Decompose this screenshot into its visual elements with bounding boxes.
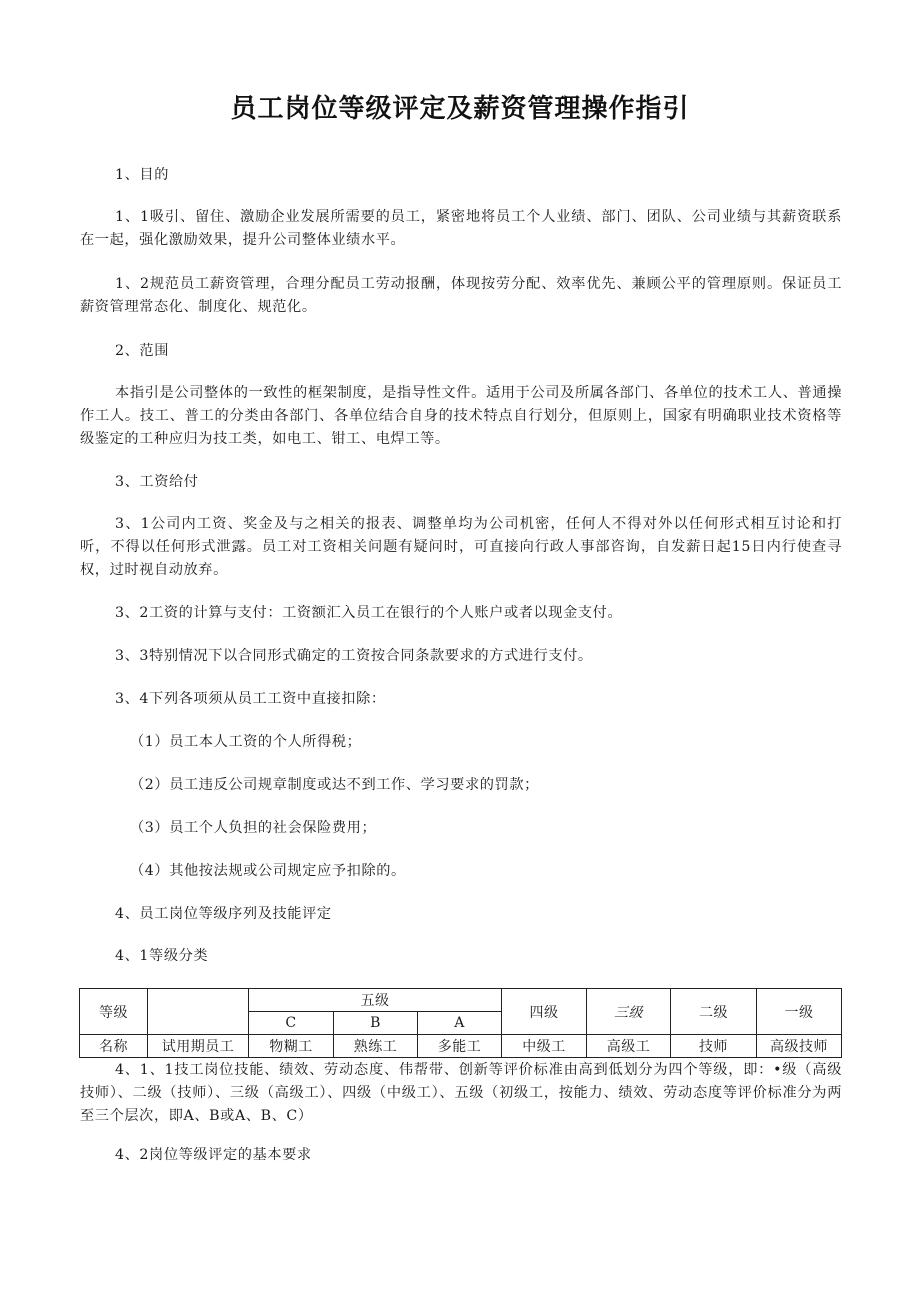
level5-header: 五级 [249, 989, 502, 1012]
section-1-heading: 1、目的 [115, 167, 169, 183]
sublevel-b: B [334, 1012, 418, 1035]
paragraph-3-2: 3、2工资的计算与支付：工资额汇入员工在银行的个人账户或者以现金支付。 [115, 605, 623, 621]
table-cell: 多能工 [418, 1035, 502, 1058]
table-row [80, 989, 842, 1012]
paragraph-1-2: 1、2规范员工薪资管理，合理分配员工劳动报酬，体现按劳分配、效率优先、兼顾公平的管理原则。保证员工薪资管理常态化、制度化、规范化。 [80, 276, 842, 315]
paragraph-4-1-1: 4、1、1技工岗位技能、绩效、劳动态度、伟帮带、创新等评价标准由高到低划分为四个等级，即：•级（高级技师）、二级（技师）、三级（高级工）、四级（中级工）、五级（初级工，按能力、绩效、劳动态度等评价标准分为两至三个层次，即A、B或A、B、C） [80, 1062, 842, 1124]
sublevel-c: C [249, 1012, 334, 1035]
deduction-item: （3）员工个人负担的社会保险费用； [130, 820, 377, 836]
name-label-cell: 名称 [80, 1035, 148, 1058]
table-cell: 试用期员工 [148, 1035, 249, 1058]
level2-header: 二级 [671, 989, 757, 1035]
table-cell: 高级技师 [757, 1035, 842, 1058]
level1-header: 一级 [757, 989, 842, 1035]
deduction-item: （4）其他按法规或公司规定应予扣除的。 [130, 863, 406, 879]
paragraph-3-4: 3、4下列各项须从员工工资中直接扣除： [115, 691, 386, 707]
grade-classification-table [79, 988, 842, 1058]
table-cell: 物糊工 [249, 1035, 334, 1058]
table-cell: 熟练工 [334, 1035, 418, 1058]
document-title: 员工岗位等级评定及薪资管理操作指引 [230, 94, 690, 124]
paragraph-1-1: 1、1吸引、留住、激励企业发展所需要的员工，紧密地将员工个人业绩、部门、团队、公司业绩与其薪资联系在一起，强化激励效果，提升公司整体业绩水平。 [80, 209, 842, 248]
paragraph-4-1: 4、1等级分类 [115, 948, 209, 964]
sublevel-a: A [418, 1012, 502, 1035]
table-row [80, 1035, 842, 1058]
deduction-item: （2）员工违反公司规章制度或达不到工作、学习要求的罚款； [130, 777, 539, 793]
table-cell: 技师 [671, 1035, 757, 1058]
paragraph-3-1: 3、1公司内工资、奖金及与之相关的报表、调整单均为公司机密，任何人不得对外以任何形式相互讨论和打听，不得以任何形式泄露。员工对工资相关问题有疑问时，可直接向行政人事部咨询，自发薪日起15日内行使查寻权，过时视自动放弃。 [80, 516, 842, 578]
section-2-heading: 2、范围 [115, 343, 169, 359]
section-3-heading: 3、工资给付 [115, 474, 199, 490]
table-cell: 高级工 [587, 1035, 671, 1058]
paragraph-3-3: 3、3特别情况下以合同形式确定的工资按合同条款要求的方式进行支付。 [115, 648, 593, 664]
level3-header: 三级 [587, 989, 671, 1035]
paragraph-4-2: 4、2岗位等级评定的基本要求 [115, 1147, 312, 1163]
paragraph-2-body: 本指引是公司整体的一致性的框架制度，是指导性文件。适用于公司及所属各部门、各单位的技术工人、普通操作工人。技工、普工的分类由各部门、各单位结合自身的技术特点自行划分，但原则上，国家有明确职业技术资格等级鉴定的工种应归为技工类，如电工、钳工、电焊工等。 [80, 385, 842, 447]
empty-cell [148, 989, 249, 1035]
deduction-item: （1）员工本人工资的个人所得税； [130, 734, 362, 750]
grade-label-cell: 等级 [80, 989, 148, 1035]
level4-header: 四级 [502, 989, 587, 1035]
section-4-heading: 4、员工岗位等级序列及技能评定 [115, 906, 332, 922]
table-cell: 中级工 [502, 1035, 587, 1058]
